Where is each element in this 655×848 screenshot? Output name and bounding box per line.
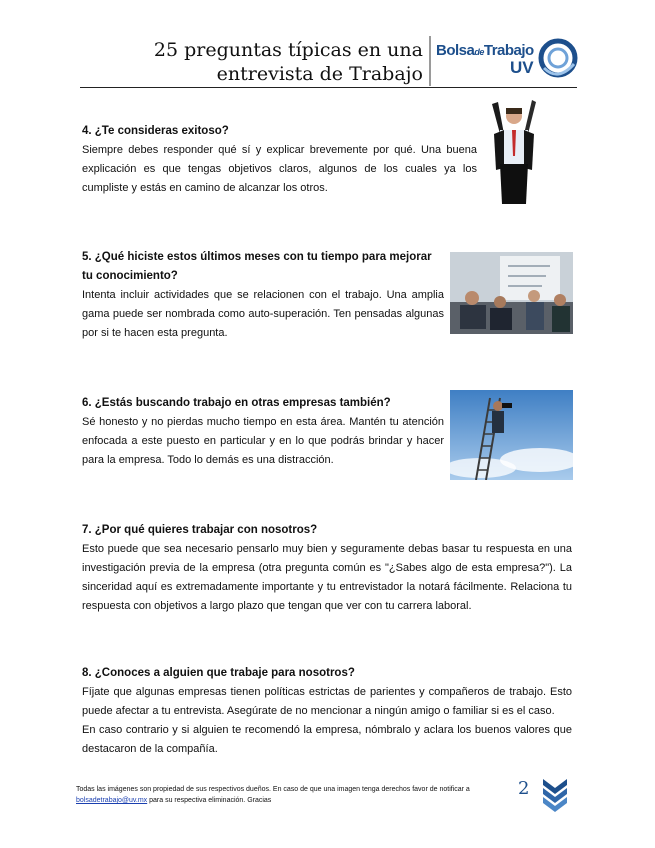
question-answer: Sé honesto y no pierdas mucho tiempo en esta área. Mantén tu atención enfocada a este puesto en particular y en lo que podrás brindar y hacer para la empresa. Todo lo demás es una distracción. xyxy=(82,416,444,466)
question-section-8 xyxy=(82,664,572,759)
logo-uv-text: UV xyxy=(510,58,534,77)
question-heading: 6. ¿Estás buscando trabajo en otras empresas también? xyxy=(82,397,391,409)
question-heading: 7. ¿Por qué quieres trabajar con nosotros? xyxy=(82,524,318,536)
question-answer: Fíjate que algunas empresas tienen políticas estrictas de parientes y compañeros de trabajo. Esto puede afectar a tu entrevista. Asegúrate de no mencionar a ningún amigo o familiar si es el caso. xyxy=(82,686,572,717)
footer-copyright-note: Todas las imágenes son propiedad de sus respectivos dueños. En caso de que una imagen tenga derechos favor de notificar a bolsadetrabajo@uv.mx para su respectiva eliminación. Gracias xyxy=(76,786,470,804)
question-answer: Esto puede que sea necesario pensarlo muy bien y seguramente debas basar tu respuesta en una investigación previa de la empresa (otra pregunta común es "¿Sabes algo de esta empresa?"). La sinceridad aquí es extremadamente importante y tu entrevistador la notará fácilmente. Relaciona tu respuesta con objetivos a largo plazo que tengan que ver con tu carrera laboral. xyxy=(82,543,572,612)
successful-businessman-photo xyxy=(482,94,546,204)
question-answer-continued: En caso contrario y si alguien te recomendó la empresa, nómbralo y aclara los buenos valores que destacaron de la compañía. xyxy=(82,724,572,755)
question-section-7 xyxy=(82,521,572,616)
contact-email-link[interactable]: bolsadetrabajo@uv.mx xyxy=(76,797,148,804)
chevron-down-icon xyxy=(540,776,570,814)
question-heading: 4. ¿Te consideras exitoso? xyxy=(82,125,229,137)
question-heading: 5. ¿Qué hiciste estos últimos meses con tu tiempo para mejorar tu conocimiento? xyxy=(82,251,432,282)
question-section-5 xyxy=(82,248,444,343)
document-title: 25 preguntas típicas en una entrevista de Trabajo xyxy=(153,39,423,85)
logo-swirl-icon xyxy=(538,38,578,80)
question-heading: 8. ¿Conoces a alguien que trabaje para nosotros? xyxy=(82,667,355,679)
page-number: 2 xyxy=(518,778,530,799)
logo-text: BolsadeTrabajo xyxy=(436,42,534,59)
meeting-presentation-photo xyxy=(450,252,573,334)
question-section-4 xyxy=(82,122,477,198)
question-answer: Siempre debes responder qué sí y explicar brevemente por qué. Una buena explicación es que tengas objetivos claros, algunos de los cuales ya los cumpliste y estás en camino de alcanzar los otros. xyxy=(82,144,477,194)
question-answer: Intenta incluir actividades que se relacionen con el trabajo. Una amplia gama puede ser nombrada como auto-superación. Ten pensadas algunas por si te hacen esta pregunta. xyxy=(82,289,444,339)
man-on-ladder-binoculars-photo xyxy=(450,390,573,480)
header-rule xyxy=(80,87,577,88)
header-divider xyxy=(429,36,431,86)
question-section-6 xyxy=(82,394,444,470)
bolsa-de-trabajo-uv-logo xyxy=(436,38,578,82)
